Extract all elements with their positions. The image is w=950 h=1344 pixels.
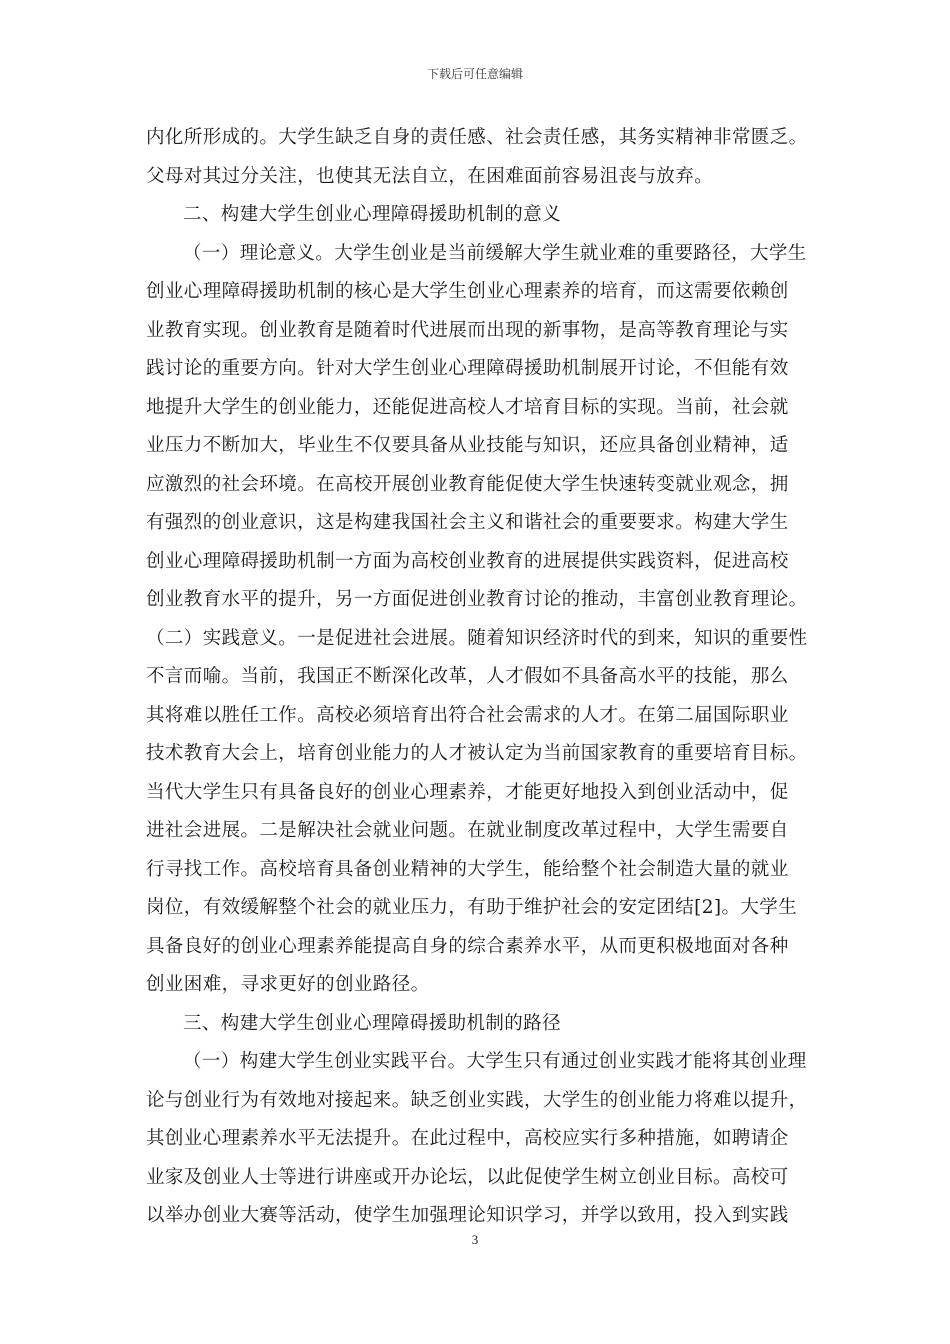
body-line: 岗位，有效缓解整个社会的就业压力，有助于维护社会的安定团结[2]。大学生: [146, 897, 798, 918]
body-line: 创业心理障碍援助机制一方面为高校创业教育的进展提供实践资料，促进高校: [146, 550, 789, 572]
document-body: [146, 119, 826, 1236]
body-line: 其将难以胜任工作。高校必须培育出符合社会需求的人才。在第二届国际职业: [146, 704, 789, 726]
subsection-start-line: （二）实践意义。一是促进社会进展。随着知识经济时代的到来，知识的重要性: [146, 627, 808, 649]
body-line: 具备良好的创业心理素养能提高自身的综合素养水平，从而更积极地面对各种: [146, 935, 789, 957]
body-line: 应激烈的社会环境。在高校开展创业教育能促使大学生快速转变就业观念，拥: [146, 473, 789, 495]
section-heading: 二、构建大学生创业心理障碍援助机制的意义: [183, 204, 562, 225]
page-header: 下载后可任意编辑: [426, 67, 523, 81]
section-heading: 三、构建大学生创业心理障碍援助机制的路径: [183, 1012, 562, 1034]
page-number: 3: [471, 1232, 479, 1247]
body-line: 创业困难，寻求更好的创业路径。: [146, 974, 430, 995]
subsection-start-line: （一）构建大学生创业实践平台。大学生只有通过创业实践才能将其创业理: [183, 1051, 807, 1072]
body-line: 不言而喻。当前，我国正不断深化改革，人才假如不具备高水平的技能，那么: [146, 666, 789, 687]
body-line: 当代大学生只有具备良好的创业心理素养，才能更好地投入到创业活动中，促: [146, 781, 789, 803]
body-line: 创业教育水平的提升，另一方面促进创业教育讨论的推动，丰富创业教育理论。: [146, 589, 808, 610]
body-line: 其创业心理素养水平无法提升。在此过程中，高校应实行多种措施，如聘请企: [146, 1128, 789, 1149]
body-line: 技术教育大会上，培育创业能力的人才被认定为当前国家教育的重要培育目标。: [146, 743, 808, 764]
body-line: 践讨论的重要方向。针对大学生创业心理障碍援助机制展开讨论，不但能有效: [146, 358, 789, 379]
body-line: 创业心理障碍援助机制的核心是大学生创业心理素养的培育，而这需要依赖创: [146, 281, 789, 302]
body-line: 论与创业行为有效地对接起来。缺乏创业实践，大学生的创业能力将难以提升，: [146, 1089, 808, 1111]
body-line: 有强烈的创业意识，这是构建我国社会主义和谐社会的重要要求。构建大学生: [146, 512, 789, 533]
body-line: 以举办创业大赛等活动，使学生加强理论知识学习，并学以致用，投入到实践: [146, 1205, 789, 1226]
body-line: 地提升大学生的创业能力，还能促进高校人才培育目标的实现。当前，社会就: [146, 396, 789, 418]
body-line: 业教育实现。创业教育是随着时代进展而出现的新事物，是高等教育理论与实: [146, 319, 789, 341]
body-line: 内化所形成的。大学生缺乏自身的责任感、社会责任感，其务实精神非常匮乏。: [146, 127, 808, 148]
body-line: 进社会进展。二是解决社会就业问题。在就业制度改革过程中，大学生需要自: [146, 820, 789, 841]
body-line: 业家及创业人士等进行讲座或开办论坛，以此促使学生树立创业目标。高校可: [146, 1166, 789, 1188]
body-line: 行寻找工作。高校培育具备创业精神的大学生，能给整个社会制造大量的就业: [146, 858, 789, 880]
body-line: 业压力不断加大，毕业生不仅要具备从业技能与知识，还应具备创业精神，适: [146, 435, 789, 456]
body-line: 父母对其过分关注，也使其无法自立，在困难面前容易沮丧与放弃。: [146, 165, 714, 187]
subsection-start-line: （一）理论意义。大学生创业是当前缓解大学生就业难的重要路径，大学生: [183, 242, 807, 264]
